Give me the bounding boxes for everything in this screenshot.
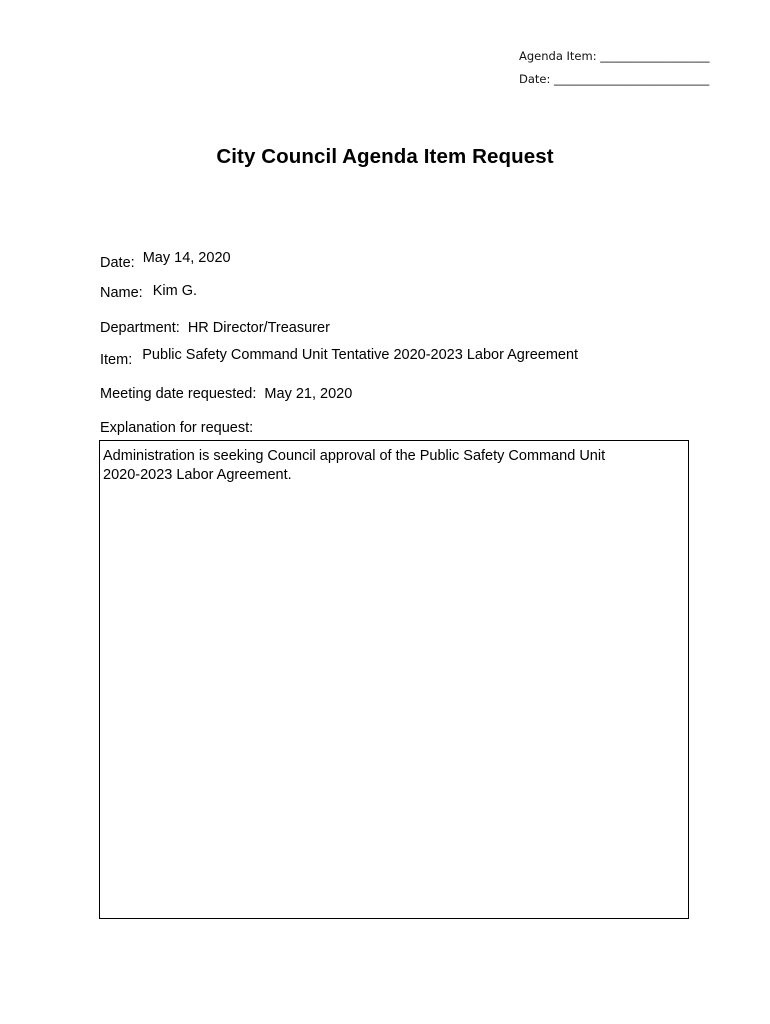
date-label: Date: [100,255,135,271]
explanation-line: Administration is seeking Council approval of the Public Safety Command Unit [103,448,606,464]
meeting-date-value: May 21, 2020 [264,386,353,402]
name-label: Name: [100,285,143,301]
agenda-item-field: Agenda Item: ___________________ [519,49,710,63]
department-label: Department: [100,320,180,336]
explanation-label: Explanation for request: [100,420,254,436]
name-row [100,285,197,301]
item-value: Public Safety Command Unit Tentative 2020-2023 Labor Agreement [142,347,579,363]
department-value: HR Director/Treasurer [187,320,330,336]
meeting-date-label: Meeting date requested: [100,386,257,402]
page-title: City Council Agenda Item Request [216,145,554,168]
agenda-date-field: Date: ___________________________ [519,72,710,86]
date-row [100,250,231,271]
explanation-row [100,420,253,436]
item-label: Item: [100,352,133,368]
meeting-date-row [100,386,352,402]
explanation-line: 2020-2023 Labor Agreement. [103,466,292,483]
department-row [100,320,330,336]
item-row [100,347,579,368]
explanation-box [99,440,689,919]
date-value: May 14, 2020 [142,250,231,266]
name-value: Kim G. [152,283,198,299]
